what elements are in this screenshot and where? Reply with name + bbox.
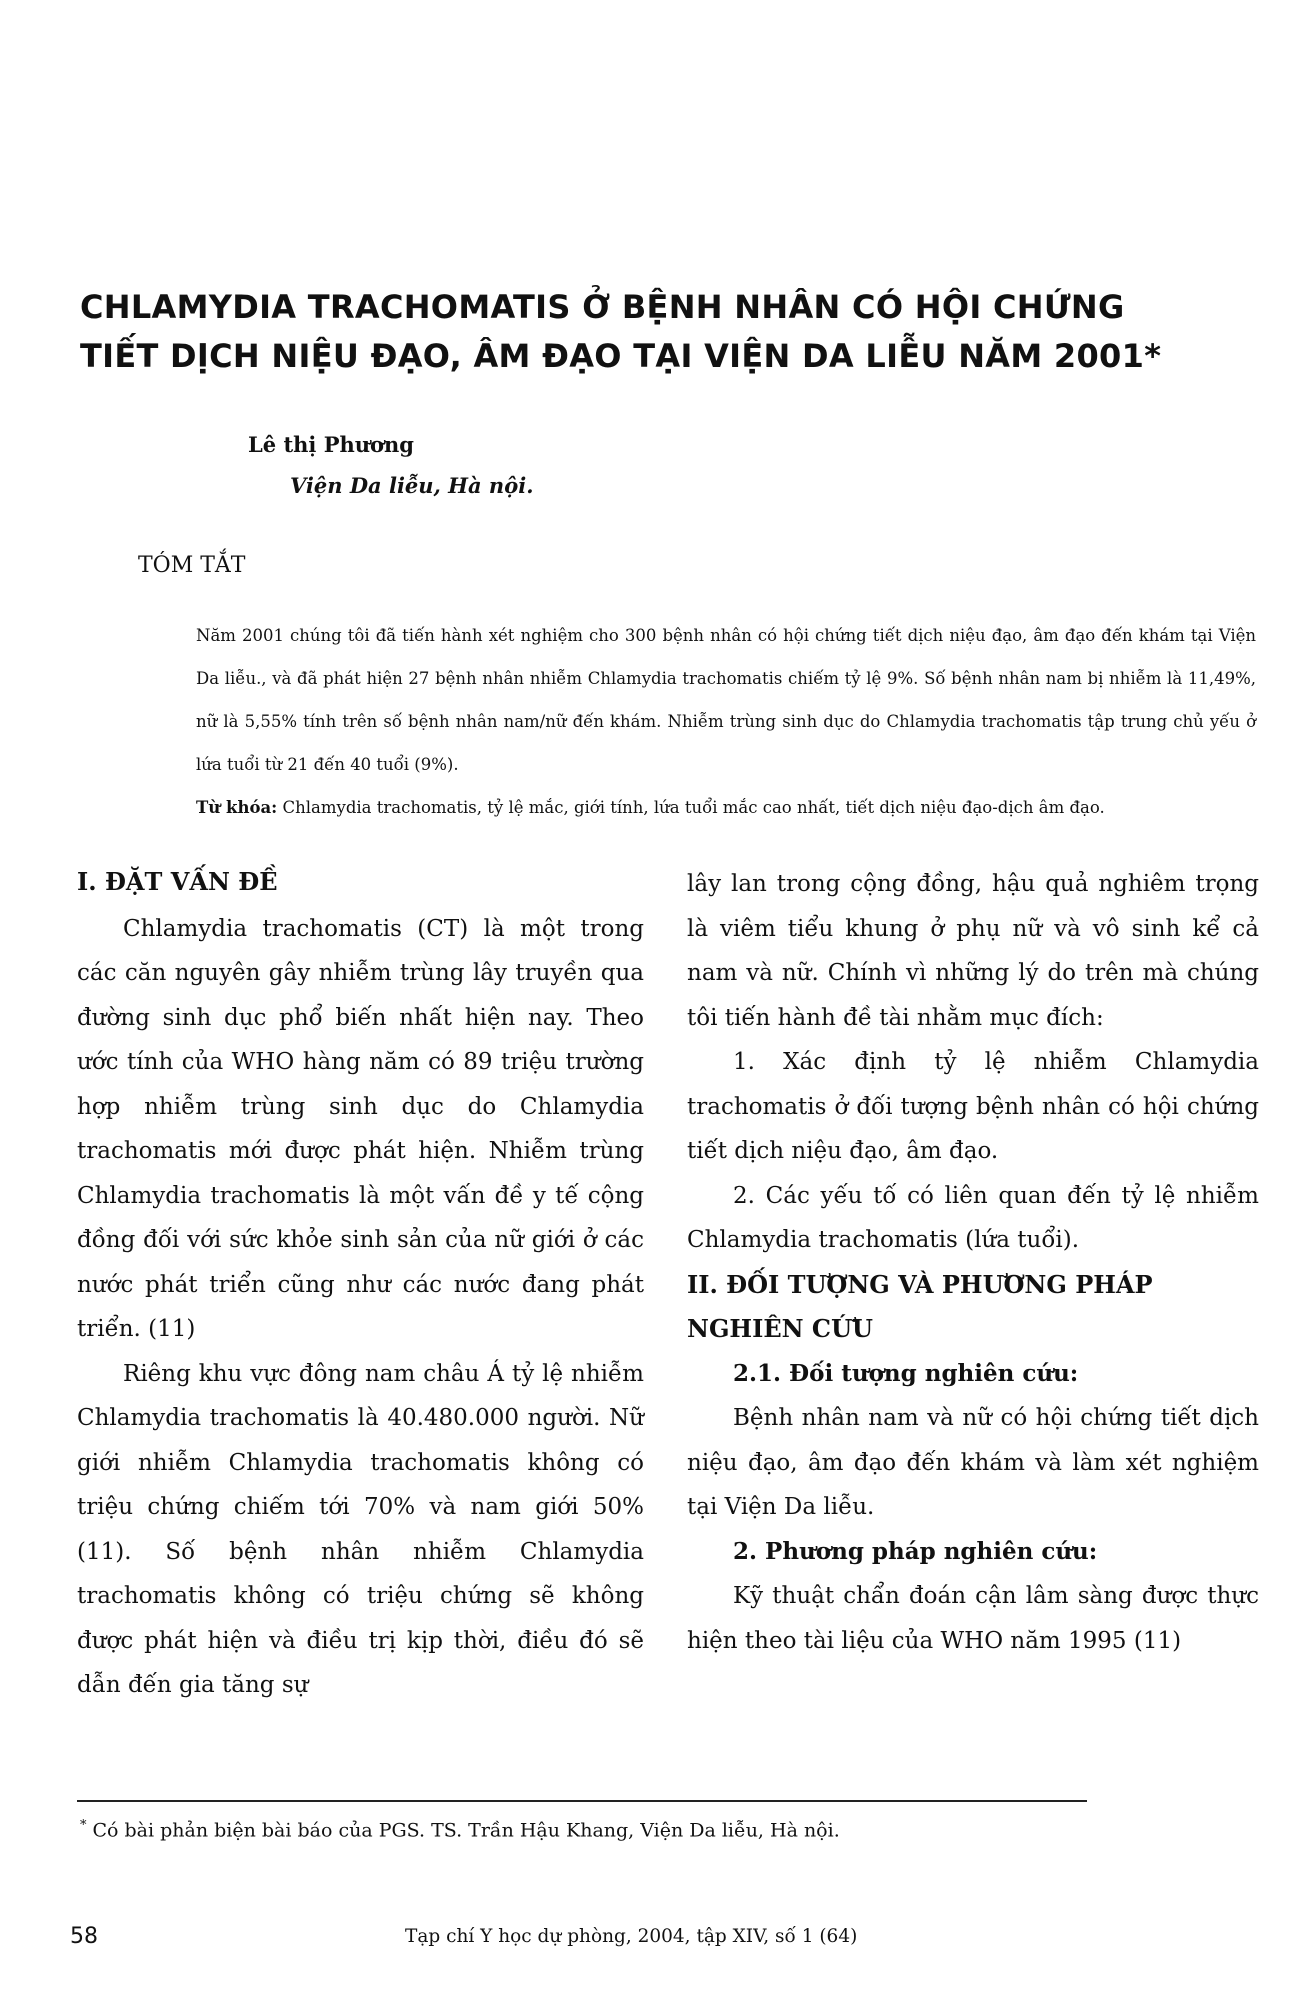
journal-citation: Tạp chí Y học dự phòng, 2004, tập XIV, số 1 (64) <box>405 1926 858 1947</box>
right-column <box>687 862 1259 1663</box>
subsection-2-1-heading: 2.1. Đối tượng nghiên cứu: <box>733 1359 1079 1387</box>
objective-1: 1. Xác định tỷ lệ nhiễm Chlamydia trachomatis ở đối tượng bệnh nhân có hội chứng tiết dịch niệu đạo, âm đạo. <box>687 1049 1259 1164</box>
section-1-heading: I. ĐẶT VẤN ĐỀ <box>77 867 278 896</box>
author-name: Lê thị Phương <box>248 432 414 457</box>
keywords-label: Từ khóa: <box>196 798 278 817</box>
article-title <box>80 283 1240 381</box>
keywords-text: Chlamydia trachomatis, tỷ lệ mắc, giới tính, lứa tuổi mắc cao nhất, tiết dịch niệu đạo-dịch âm đạo. <box>277 798 1105 817</box>
footnote-divider <box>77 1800 1087 1802</box>
footnote-text: Có bài phản biện bài báo của PGS. TS. Trần Hậu Khang, Viện Da liễu, Hà nội. <box>92 1819 840 1842</box>
footnote <box>80 1818 840 1841</box>
page-number: 58 <box>70 1924 98 1949</box>
footnote-mark: * <box>80 1818 87 1833</box>
intro-paragraph-2: Riêng khu vực đông nam châu Á tỷ lệ nhiễm Chlamydia trachomatis là 40.480.000 người. Nữ giới nhiễm Chlamydia trachomatis không có triệu chứng chiếm tới 70% và nam giới 50% (11). Số bệnh nhân nhiễm Chlamydia trachomatis không có triệu chứng sẽ không được phát hiện và điều trị kịp thời, điều đó sẽ dẫn đến gia tăng sự <box>77 1360 644 1698</box>
intro-paragraph-continued: lây lan trong cộng đồng, hậu quả nghiêm trọng là viêm tiểu khung ở phụ nữ và vô sinh kể cả nam và nữ. Chính vì những lý do trên mà chúng tôi tiến hành đề tài nhằm mục đích: <box>687 871 1259 1031</box>
title-line-2: TIẾT DỊCH NIỆU ĐẠO, ÂM ĐẠO TẠI VIỆN DA LIỄU NĂM 2001* <box>80 337 1162 375</box>
abstract <box>196 614 1256 829</box>
title-line-1: CHLAMYDIA TRACHOMATIS Ở BỆNH NHÂN CÓ HỘI CHỨNG <box>80 288 1125 326</box>
subsection-2-1-body: Bệnh nhân nam và nữ có hội chứng tiết dịch niệu đạo, âm đạo đến khám và làm xét nghiệm tại Viện Da liễu. <box>687 1405 1259 1520</box>
subsection-2-2-body: Kỹ thuật chẩn đoán cận lâm sàng được thực hiện theo tài liệu của WHO năm 1995 (11) <box>687 1583 1259 1654</box>
abstract-heading: TÓM TẮT <box>138 553 246 578</box>
keywords <box>196 786 1256 829</box>
objective-2: 2. Các yếu tố có liên quan đến tỷ lệ nhiễm Chlamydia trachomatis (lứa tuổi). <box>687 1182 1259 1253</box>
intro-paragraph-1: Chlamydia trachomatis (CT) là một trong các căn nguyên gây nhiễm trùng lây truyền qua đường sinh dục phổ biến nhất hiện nay. Theo ước tính của WHO hàng năm có 89 triệu trường hợp nhiễm trùng sinh dục do Chlamydia trachomatis mới được phát hiện. Nhiễm trùng Chlamydia trachomatis là một vấn đề y tế cộng đồng đối với sức khỏe sinh sản của nữ giới ở các nước phát triển cũng như các nước đang phát triển. (11) <box>77 915 644 1342</box>
abstract-body: Năm 2001 chúng tôi đã tiến hành xét nghiệm cho 300 bệnh nhân có hội chứng tiết dịch niệu đạo, âm đạo đến khám tại Viện Da liễu., và đã phát hiện 27 bệnh nhân nhiễm Chlamydia trachomatis chiếm tỷ lệ 9%. Số bệnh nhân nam bị nhiễm là 11,49%, nữ là 5,55% tính trên số bệnh nhân nam/nữ đến khám. Nhiễm trùng sinh dục do Chlamydia trachomatis tập trung chủ yếu ở lứa tuổi từ 21 đến 40 tuổi (9%). <box>196 626 1256 774</box>
left-column <box>77 860 644 1708</box>
subsection-2-2-heading: 2. Phương pháp nghiên cứu: <box>733 1537 1098 1565</box>
section-2-heading: II. ĐỐI TƯỢNG VÀ PHƯƠNG PHÁP NGHIÊN CỨU <box>687 1269 1153 1343</box>
author-affiliation: Viện Da liễu, Hà nội. <box>290 473 534 498</box>
